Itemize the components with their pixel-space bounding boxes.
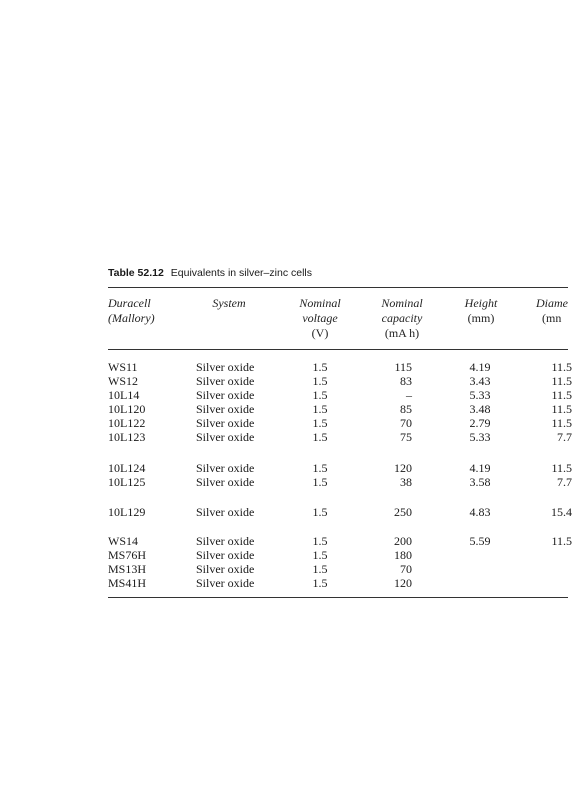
cell-voltage: 1.5 xyxy=(312,388,328,402)
cell-diameter: 15.4 xyxy=(551,505,572,519)
cell-system: Silver oxide xyxy=(196,402,255,416)
header-line: capacity xyxy=(381,311,423,325)
cell-height: 2.79 xyxy=(469,416,491,430)
cell-voltage: 1.5 xyxy=(312,416,328,430)
cell-height: 3.43 xyxy=(469,374,491,388)
header-system xyxy=(196,296,262,311)
cell-voltage: 1.5 xyxy=(312,461,328,475)
cell-capacity: – xyxy=(406,388,412,402)
cell-duracell-code: 10L125 xyxy=(108,475,146,489)
cell-capacity: 250 xyxy=(394,505,412,519)
table-title: Equivalents in silver–zinc cells xyxy=(170,267,312,279)
cell-height: 4.19 xyxy=(469,461,491,475)
table-row xyxy=(0,416,572,430)
cell-capacity: 115 xyxy=(394,360,412,374)
cell-voltage: 1.5 xyxy=(312,430,328,444)
header-line: Nominal xyxy=(381,296,423,310)
cell-capacity: 120 xyxy=(394,461,412,475)
cell-height: 4.19 xyxy=(469,360,491,374)
table-caption xyxy=(108,267,312,279)
cell-height: 5.59 xyxy=(469,534,491,548)
header-nominal-capacity xyxy=(372,296,432,341)
cell-system: Silver oxide xyxy=(196,360,255,374)
cell-diameter: 11.5 xyxy=(551,360,572,374)
header-unit: (V) xyxy=(311,326,329,340)
cell-system: Silver oxide xyxy=(196,374,255,388)
cell-voltage: 1.5 xyxy=(312,374,328,388)
header-line: Height xyxy=(464,296,498,310)
header-nominal-voltage xyxy=(290,296,350,341)
cell-duracell-code: 10L124 xyxy=(108,461,146,475)
table-row xyxy=(0,461,572,475)
cell-capacity: 38 xyxy=(400,475,412,489)
cell-capacity: 83 xyxy=(400,374,412,388)
cell-diameter: 7.7 xyxy=(557,430,572,444)
cell-system: Silver oxide xyxy=(196,475,255,489)
cell-height: 3.58 xyxy=(469,475,491,489)
cell-voltage: 1.5 xyxy=(312,548,328,562)
cell-diameter: 11.5 xyxy=(551,388,572,402)
cell-duracell-code: WS12 xyxy=(108,374,138,388)
cell-diameter: 11.5 xyxy=(551,416,572,430)
cell-voltage: 1.5 xyxy=(312,402,328,416)
table-row xyxy=(0,360,572,374)
header-line: Nominal xyxy=(299,296,341,310)
cell-duracell-code: MS41H xyxy=(108,576,147,590)
cell-diameter: 11.5 xyxy=(551,461,572,475)
cell-capacity: 70 xyxy=(400,416,412,430)
table-row xyxy=(0,534,572,548)
cell-voltage: 1.5 xyxy=(312,562,328,576)
header-height xyxy=(458,296,504,326)
cell-height: 5.33 xyxy=(469,388,491,402)
table-row xyxy=(0,374,572,388)
cell-system: Silver oxide xyxy=(196,388,255,402)
cell-voltage: 1.5 xyxy=(312,475,328,489)
header-line: Diame xyxy=(536,296,568,310)
cell-diameter: 7.7 xyxy=(557,475,572,489)
header-unit: (mn xyxy=(542,311,562,325)
cell-system: Silver oxide xyxy=(196,416,255,430)
cell-system: Silver oxide xyxy=(196,534,255,548)
cell-diameter: 11.5 xyxy=(551,534,572,548)
cell-duracell-code: 10L120 xyxy=(108,402,146,416)
header-unit: (mA h) xyxy=(384,326,420,340)
header-line: voltage xyxy=(302,311,338,325)
cell-voltage: 1.5 xyxy=(312,534,328,548)
cell-diameter: 11.5 xyxy=(551,402,572,416)
cell-system: Silver oxide xyxy=(196,461,255,475)
cell-height: 5.33 xyxy=(469,430,491,444)
cell-duracell-code: 10L129 xyxy=(108,505,146,519)
cell-height: 3.48 xyxy=(469,402,491,416)
cell-duracell-code: 10L123 xyxy=(108,430,146,444)
cell-height: 4.83 xyxy=(469,505,491,519)
cell-capacity: 120 xyxy=(394,576,412,590)
cell-diameter: 11.5 xyxy=(551,374,572,388)
cell-duracell-code: MS13H xyxy=(108,562,147,576)
cell-capacity: 75 xyxy=(400,430,412,444)
header-line: System xyxy=(212,296,246,310)
cell-duracell-code: 10L122 xyxy=(108,416,146,430)
cell-voltage: 1.5 xyxy=(312,576,328,590)
cell-system: Silver oxide xyxy=(196,430,255,444)
cell-capacity: 70 xyxy=(400,562,412,576)
table-row xyxy=(0,430,572,444)
cell-duracell-code: WS11 xyxy=(108,360,138,374)
table-row xyxy=(0,505,572,519)
table-number: Table 52.12 xyxy=(108,267,164,279)
cell-system: Silver oxide xyxy=(196,562,255,576)
cell-duracell-code: MS76H xyxy=(108,548,147,562)
header-line: Duracell xyxy=(108,296,151,310)
cell-system: Silver oxide xyxy=(196,505,255,519)
cell-capacity: 180 xyxy=(394,548,412,562)
header-unit: (mm) xyxy=(467,311,495,325)
table-row xyxy=(0,562,568,576)
table-row xyxy=(0,576,568,590)
table-row xyxy=(0,475,572,489)
table-bottom-rule xyxy=(108,597,568,598)
header-duracell xyxy=(108,296,155,326)
table-row xyxy=(0,548,568,562)
cell-duracell-code: 10L14 xyxy=(108,388,140,402)
header-line: (Mallory) xyxy=(108,311,155,325)
cell-capacity: 200 xyxy=(394,534,412,548)
cell-voltage: 1.5 xyxy=(312,505,328,519)
header-diameter xyxy=(536,296,568,326)
table-row xyxy=(0,388,572,402)
cell-voltage: 1.5 xyxy=(312,360,328,374)
table-top-rule xyxy=(108,287,568,288)
cell-system: Silver oxide xyxy=(196,576,255,590)
table-row xyxy=(0,402,572,416)
cell-capacity: 85 xyxy=(400,402,412,416)
cell-duracell-code: WS14 xyxy=(108,534,138,548)
table-header-rule xyxy=(108,349,568,350)
cell-system: Silver oxide xyxy=(196,548,255,562)
